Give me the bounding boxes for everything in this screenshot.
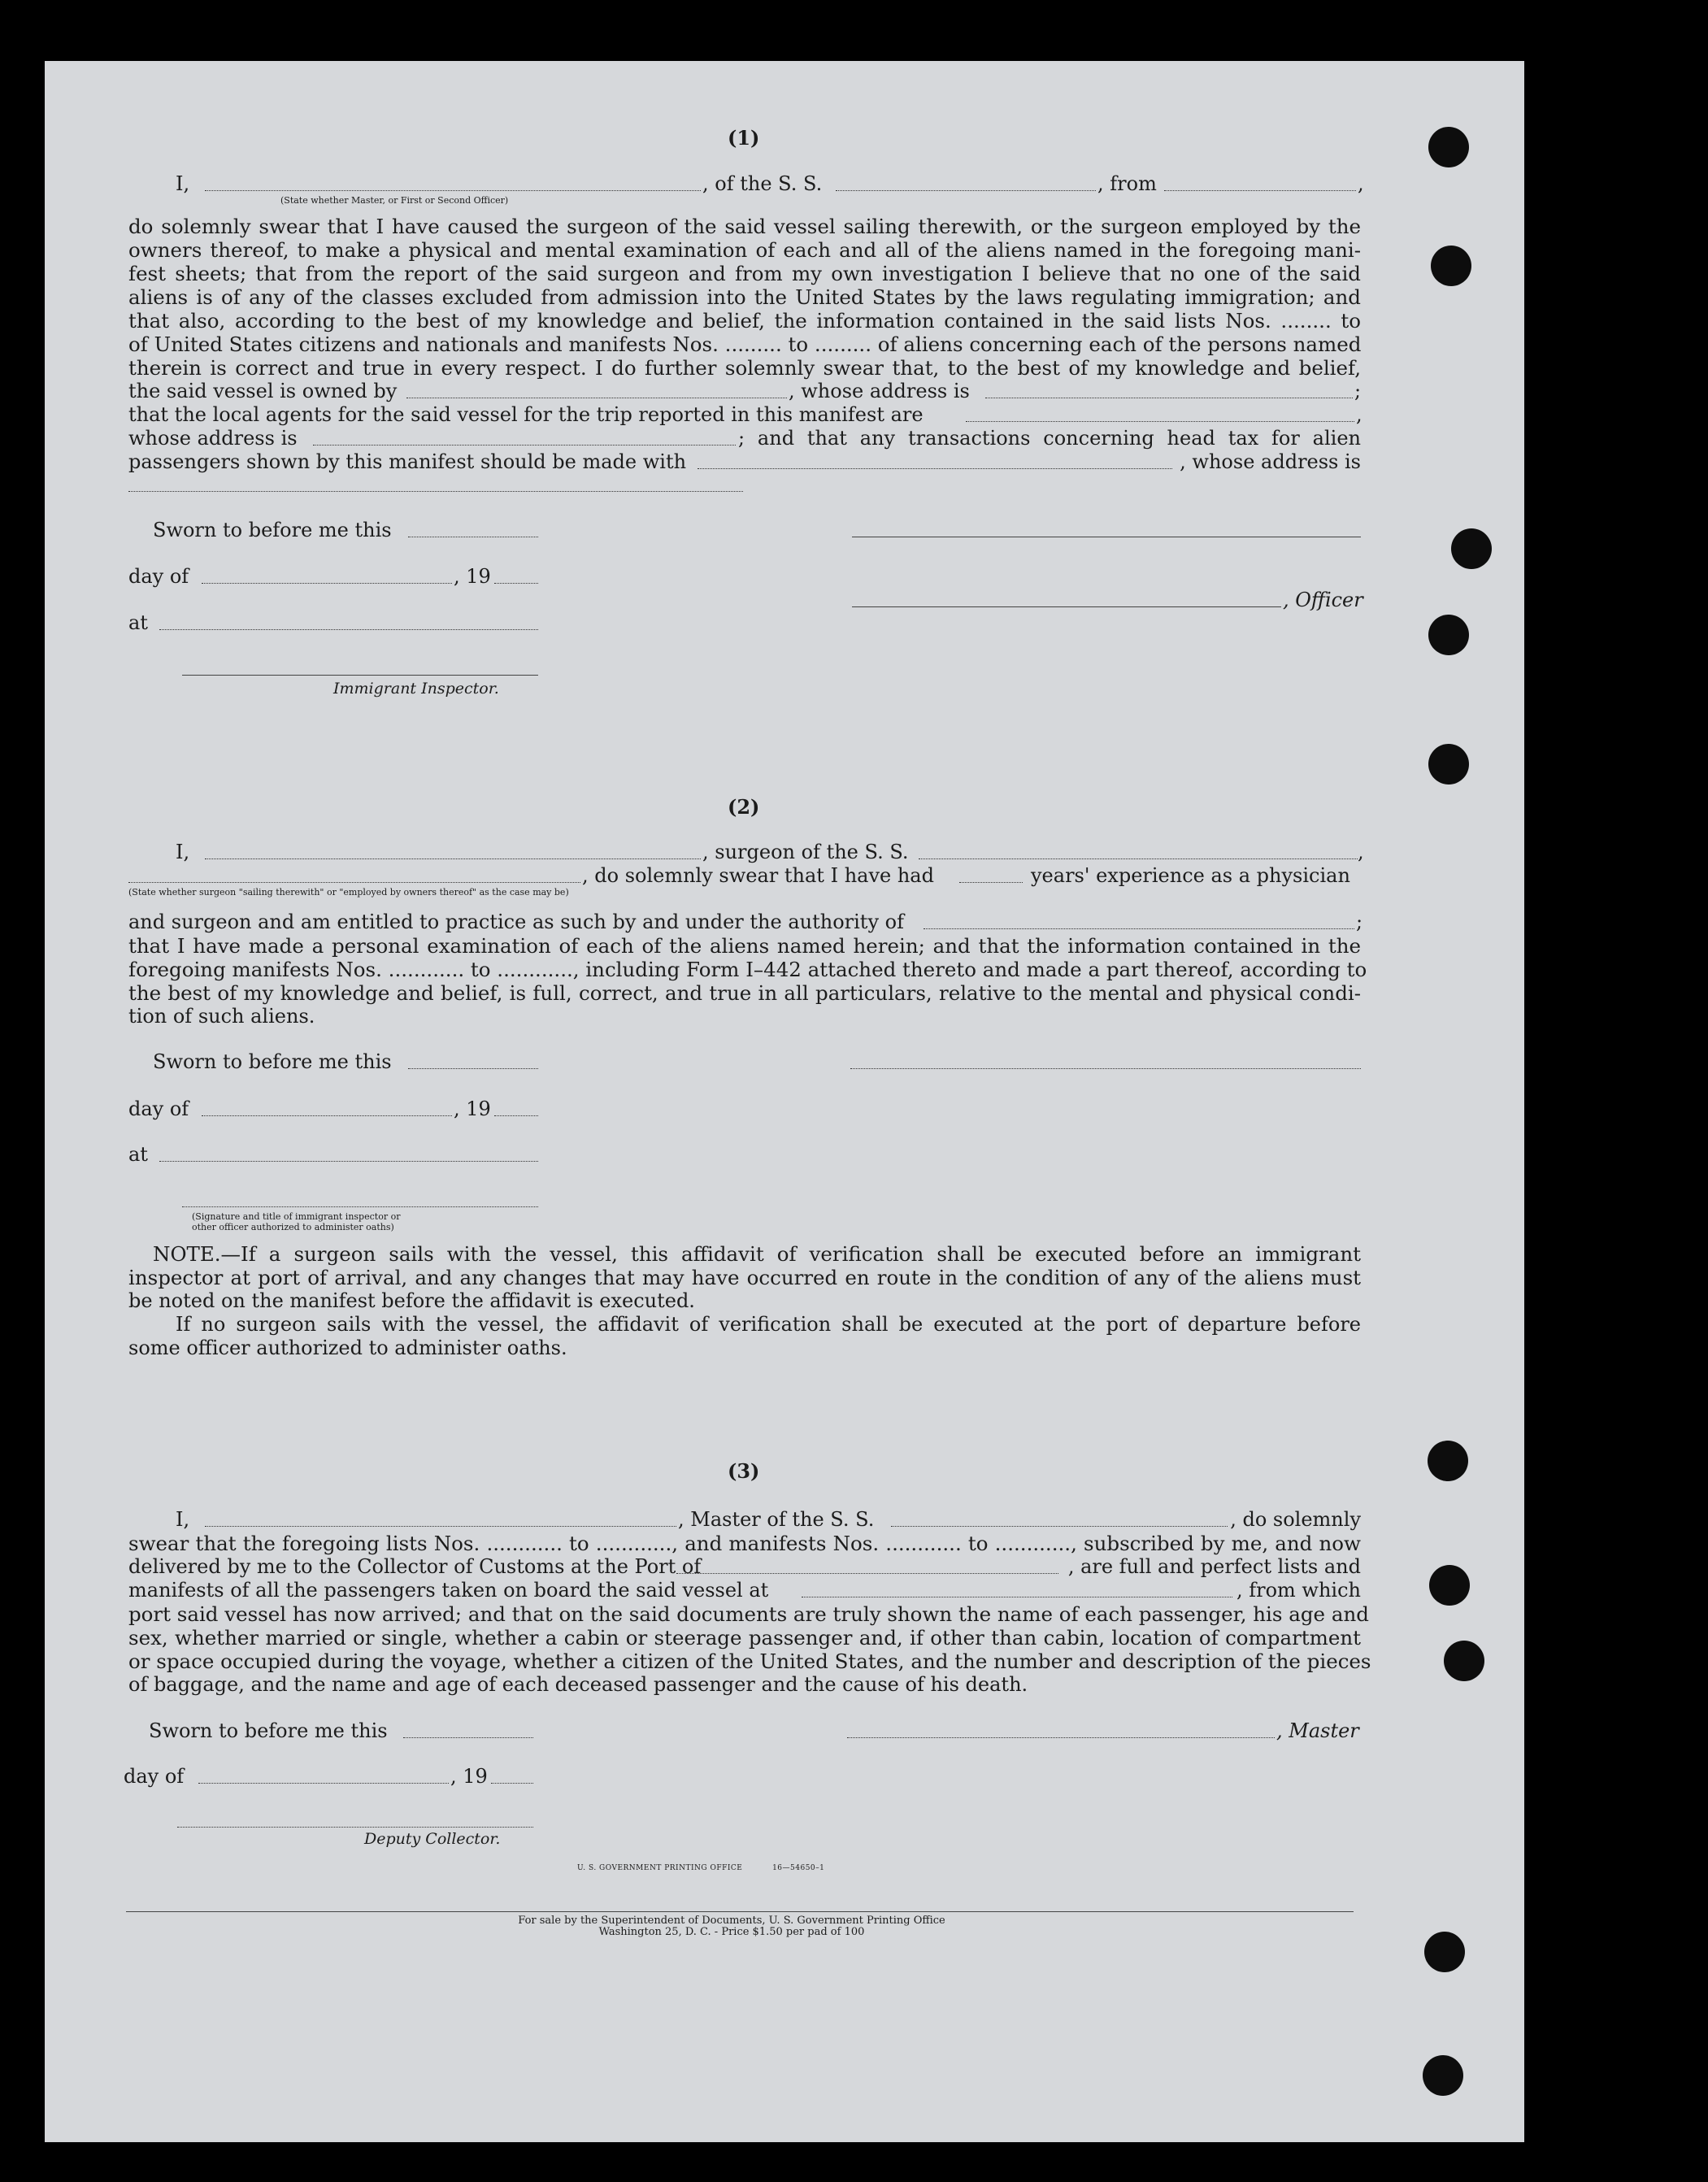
oath-line-last: of baggage, and the name and age of each deceased passenger and the cause of his death. [128,1673,1028,1696]
manifests-end: , from which [1236,1579,1361,1602]
note-text [128,1242,1361,1289]
sale-notice-line: Washington 25, D. C. - Price $1.50 per pad of 100 [598,1926,865,1938]
sworn-date-field[interactable] [408,1068,538,1069]
punch-hole [1428,127,1469,167]
oath-line: or space occupied during the voyage, whether a citizen of the United States, and the number and description of the pieces [128,1650,1371,1673]
sworn-date-field[interactable] [403,1737,533,1738]
of-the-ss-label: , of the S. S. [702,172,823,195]
delivered-end: , are full and perfect lists and [1067,1555,1361,1578]
oath-line: that also, according to the best of my knowledge and belief, the information contained in the said lists Nos. ........ to [128,309,1361,333]
punch-hole [1431,246,1471,286]
years-experience-field[interactable] [959,882,1023,883]
section-2-heading: (2) [728,795,760,819]
i-label: I, [176,172,190,195]
oath-line: sex, whether married or single, whether a cabin or steerage passenger and, if other than cabin, location of compartment [128,1626,1361,1650]
year-field[interactable] [494,1115,538,1116]
day-of-label: day of [128,565,189,588]
at-place-field[interactable] [159,629,538,630]
oath-line-last: tion of such aliens. [128,1005,315,1028]
sale-notice-line: For sale by the Superintendent of Documents, U. S. Government Printing Office [518,1915,945,1927]
officer-label: , Officer [1283,589,1363,611]
line-end: , [1358,841,1364,863]
sworn-label: Sworn to before me this [153,1050,392,1073]
signature-caption-line: other officer authorized to administer oaths) [192,1222,394,1232]
agent-address-field[interactable] [313,445,736,446]
sale-notice [406,1915,1057,1938]
year-label: , 19 [450,1765,488,1788]
punch-hole [1444,1641,1484,1681]
port-field[interactable] [676,1573,1058,1574]
punch-hole [1451,528,1492,569]
authority-label: and surgeon and am entitled to practice as such by and under the authority of [128,911,904,933]
year-field[interactable] [494,583,538,584]
officer-title-caption: (State whether Master, or First or Second Officer) [280,195,509,206]
section-3-lists-text [128,1532,1361,1555]
local-agents-field[interactable] [966,421,1354,422]
section-3-oath-text [128,1602,1371,1673]
inspector-signature-line[interactable] [182,675,538,676]
footer-rule [126,1911,1354,1912]
officer-name-line[interactable] [852,606,1281,607]
from-port-field[interactable] [1164,190,1356,191]
at-label: at [128,611,148,634]
sworn-label: Sworn to before me this [149,1719,388,1742]
note-line: inspector at port of arrival, and any changes that may have occurred en route in the condition of any of the aliens must [128,1266,1361,1289]
swear-label: , do solemnly swear that I have had [582,864,934,887]
passengers-address-label: , whose address is [1180,450,1361,473]
section-1-oath-text [128,215,1361,380]
local-agents-label: that the local agents for the said vessel for the trip reported in this manifest are [128,403,924,426]
from-label: , from [1097,172,1157,195]
year-field[interactable] [491,1783,533,1784]
gpo-label: U. S. GOVERNMENT PRINTING OFFICE [577,1864,743,1872]
note-line-last: be noted on the manifest before the affidavit is executed. [128,1289,695,1312]
oath-line: that I have made a personal examination of each of the aliens named herein; and that the information contained in the [128,934,1361,958]
oath-line: the best of my knowledge and belief, is full, correct, and true in all particulars, relative to the mental and physical condi- [128,981,1361,1005]
master-label: , Master [1276,1719,1359,1742]
day-of-month-field[interactable] [202,1115,452,1116]
day-of-month-field[interactable] [202,583,452,584]
head-tax-contact-field[interactable] [698,468,1172,469]
oath-line: owners thereof, to make a physical and mental examination of each and all of the aliens named in the foregoing mani- [128,238,1361,262]
delivered-label: delivered by me to the Collector of Customs at the Port of [128,1555,702,1578]
section-3-heading: (3) [728,1459,760,1483]
punch-hole [1424,1932,1465,1972]
oath-line: swear that the foregoing lists Nos. ............ to ............, and manifests Nos. ............ to ............, subscribed by me, and now [128,1532,1361,1555]
at-label: at [128,1143,148,1166]
note-2-last: some officer authorized to administer oaths. [128,1337,567,1359]
semicolon: ; [1354,380,1362,402]
punch-hole [1429,1565,1470,1606]
punch-hole [1428,615,1469,655]
day-of-label: day of [128,1098,189,1120]
note-line: NOTE.—If a surgeon sails with the vessel, this affidavit of verification shall be executed before an immigrant [153,1242,1361,1266]
signature-caption-line: (Signature and title of immigrant inspector or [192,1211,401,1222]
surgeon-ship-field[interactable] [919,858,1358,859]
master-ship-field[interactable] [891,1526,1228,1527]
owned-by-label: the said vessel is owned by [128,380,398,402]
oath-line: do solemnly swear that I have caused the surgeon of the said vessel sailing therewith, or the surgeon employed by the [128,215,1361,238]
comma: , [1356,403,1362,426]
surgeon-of-label: , surgeon of the S. S. [702,841,909,863]
surgeon-status-field[interactable] [128,882,580,883]
master-name-field[interactable] [205,1526,676,1527]
year-label: , 19 [454,565,491,588]
owner-address-label: , whose address is [789,380,970,402]
master-signature-line[interactable] [847,1737,1275,1738]
gpo-number: 16—54650–1 [772,1864,825,1872]
inspector-label: Immigrant Inspector. [333,680,499,698]
inspector-signature-line[interactable] [182,1206,538,1207]
surgeon-name-field[interactable] [205,858,701,859]
note-2: If no surgeon sails with the vessel, the affidavit of verification shall be executed at the port of departure before [176,1313,1361,1336]
head-tax-text: ; and that any transactions concerning head tax for alien [738,427,1361,450]
deputy-signature-line[interactable] [177,1827,533,1828]
manifests-label: manifests of all the passengers taken on board the said vessel at [128,1579,769,1602]
i-label: I, [176,841,190,863]
gpo-imprint [577,1863,824,1874]
sworn-label: Sworn to before me this [153,519,392,541]
oath-line: port said vessel has now arrived; and that on the said documents are truly shown the name of each passenger, his age and [128,1602,1369,1626]
deputy-collector-label: Deputy Collector. [364,1830,501,1848]
head-tax-address-field[interactable] [128,491,743,492]
at-place-field[interactable] [159,1161,538,1162]
i-label: I, [176,1508,190,1531]
year-label: , 19 [454,1098,491,1120]
punch-hole [1428,1441,1468,1481]
section-2-oath-text [128,934,1367,1005]
years-label: years' experience as a physician [1031,864,1350,887]
day-of-label: day of [124,1765,185,1788]
oath-line: therein is correct and true in every respect. I do further solemnly swear that, to the best of my knowledge and belief, [128,356,1361,380]
oath-line: fest sheets; that from the report of the said surgeon and from my own investigation I believe that no one of the said [128,262,1361,285]
line-end: , [1358,172,1364,195]
punch-hole [1428,744,1469,785]
semicolon: ; [1356,911,1363,933]
solemnly-label: , do solemnly [1230,1508,1361,1531]
officer-title-field[interactable] [205,190,701,191]
oath-line: aliens is of any of the classes excluded from admission into the United States by the laws regulating immigration; and [128,285,1361,309]
oath-line: foregoing manifests Nos. ............ to ............, including Form I–442 attached thereto and made a part thereof, according to [128,958,1367,981]
day-of-month-field[interactable] [198,1783,449,1784]
section-1-heading: (1) [728,126,760,150]
authority-field[interactable] [924,928,1354,929]
punch-hole [1423,2055,1463,2096]
oath-line: of United States citizens and nationals and manifests Nos. ......... to ......... of aliens concerning each of the persons named [128,333,1362,356]
ship-name-field[interactable] [836,190,1096,191]
master-of-label: , Master of the S. S. [678,1508,875,1531]
surgeon-status-caption: (State whether surgeon "sailing therewith" or "employed by owners thereof" as the case may be) [128,887,569,898]
agent-address-label: whose address is [128,427,298,450]
signature-caption [192,1211,400,1232]
surgeon-signature-line[interactable] [850,1068,1361,1069]
passengers-label: passengers shown by this manifest should be made with [128,450,687,473]
